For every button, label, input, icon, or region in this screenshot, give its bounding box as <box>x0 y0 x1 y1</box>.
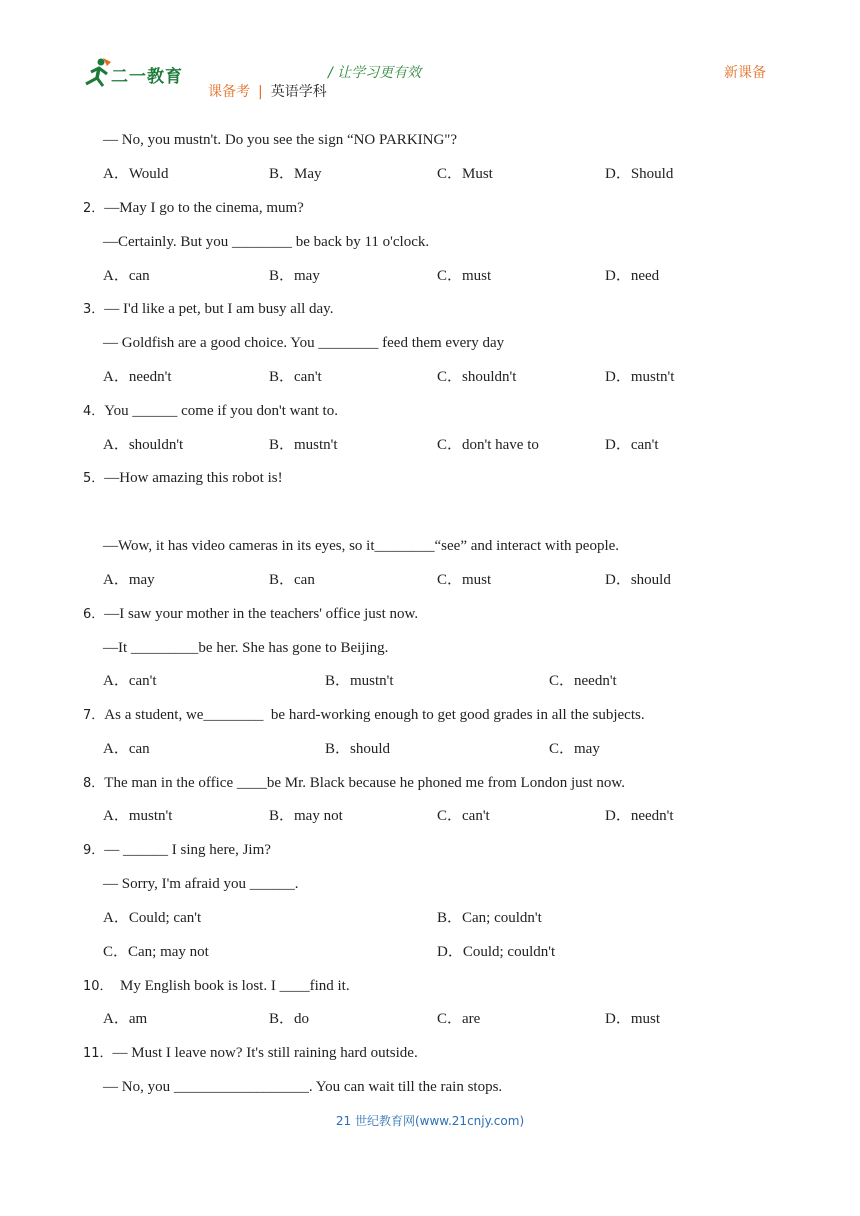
option-b: B．can <box>269 572 315 588</box>
subject-label <box>208 81 327 101</box>
question-line <box>83 706 645 725</box>
option-d: D．must <box>605 1011 661 1027</box>
option-b: B．mustn't <box>269 437 338 453</box>
question-line <box>83 977 350 996</box>
option-a: A．Would <box>103 166 169 182</box>
option-a: A．may <box>103 572 155 588</box>
option-b: B．do <box>269 1011 310 1027</box>
option-b: B．can't <box>269 369 322 385</box>
option-a: A．needn't <box>103 369 172 385</box>
option-d: D．needn't <box>605 808 674 824</box>
question-line <box>83 605 418 624</box>
subject-separator: | <box>258 84 263 100</box>
option-d: D．can't <box>605 437 659 453</box>
option-b: B．mustn't <box>325 673 394 689</box>
question-number: 10． <box>83 979 113 994</box>
question-line: — Sorry, I'm afraid you ______. <box>103 876 299 892</box>
page-header <box>0 0 860 110</box>
slogan: / 让学习更有效 <box>328 65 422 81</box>
option-c: C．may <box>549 741 600 757</box>
question-line: —It _________be her. She has gone to Beijing. <box>103 640 389 656</box>
option-d: D．should <box>605 572 671 588</box>
question-text: —How amazing this robot is! <box>104 470 283 486</box>
question-line: — Goldfish are a good choice. You ________ feed them every day <box>103 335 505 351</box>
question-number: 7． <box>83 708 105 723</box>
question-text: As a student, we________ be hard-working enough to get good grades in all the subjects. <box>104 707 645 723</box>
question-line <box>83 402 338 421</box>
option-b: B．may not <box>269 808 343 824</box>
subject-right: 英语学科 <box>270 84 327 100</box>
question-line <box>83 841 271 860</box>
option-a: A．Could; can't <box>103 910 202 926</box>
option-c: C．can't <box>437 808 490 824</box>
question-line <box>83 1044 418 1063</box>
option-c: C．shouldn't <box>437 369 517 385</box>
question-number: 11． <box>83 1046 113 1061</box>
logo-text: 二一教育 <box>111 67 183 87</box>
question-text: — I'd like a pet, but I am busy all day. <box>104 301 334 317</box>
option-a: A．shouldn't <box>103 437 184 453</box>
brand-label: 新课备 <box>724 65 766 81</box>
question-number: 5． <box>83 471 105 486</box>
option-c: C．needn't <box>549 673 617 689</box>
question-text: —I saw your mother in the teachers' office just now. <box>104 606 419 622</box>
question-number: 4． <box>83 404 105 419</box>
question-text: The man in the office ____be Mr. Black because he phoned me from London just now. <box>104 775 625 791</box>
option-a: A．can't <box>103 673 157 689</box>
question-line <box>83 469 283 488</box>
question-text: My English book is lost. I ____find it. <box>120 978 350 994</box>
question-line: — No, you __________________. You can wait till the rain stops. <box>103 1079 503 1095</box>
option-d: D．Should <box>605 166 674 182</box>
option-c: C．are <box>437 1011 481 1027</box>
question-line <box>83 774 625 793</box>
option-a: A．can <box>103 741 150 757</box>
subject-left: 课备考 <box>208 84 250 100</box>
question-text: — ______ I sing here, Jim? <box>104 842 271 858</box>
page-footer: 21 世纪教育网(www.21cnjy.com) <box>335 1114 525 1128</box>
question-number: 3． <box>83 302 105 317</box>
option-c: C．must <box>437 572 492 588</box>
option-b: B．Can; couldn't <box>437 910 542 926</box>
option-d: D．Could; couldn't <box>437 944 556 960</box>
option-c: C．don't have to <box>437 437 539 453</box>
option-c: C．must <box>437 268 492 284</box>
question-number: 6． <box>83 607 105 622</box>
question-line <box>83 300 333 319</box>
option-a: A．mustn't <box>103 808 173 824</box>
option-a: A．am <box>103 1011 148 1027</box>
option-a: A．can <box>103 268 150 284</box>
option-d: D．need <box>605 268 660 284</box>
question-line <box>83 199 304 218</box>
question-text: —May I go to the cinema, mum? <box>104 200 304 216</box>
runner-logo-icon <box>83 56 113 92</box>
option-b: B．may <box>269 268 320 284</box>
logo <box>83 56 193 92</box>
question-text: — Must I leave now? It's still raining hard outside. <box>112 1045 418 1061</box>
option-c: C．Must <box>437 166 493 182</box>
question-line: —Certainly. But you ________ be back by 11 o'clock. <box>103 234 430 250</box>
question-number: 2． <box>83 201 105 216</box>
option-b: B．should <box>325 741 391 757</box>
option-d: D．mustn't <box>605 369 675 385</box>
question-line: —Wow, it has video cameras in its eyes, so it________“see” and interact with people. <box>103 538 620 554</box>
question-number: 9． <box>83 843 105 858</box>
question-number: 8． <box>83 776 105 791</box>
option-b: B．May <box>269 166 322 182</box>
option-c: C．Can; may not <box>103 944 209 960</box>
question-line: — No, you mustn't. Do you see the sign “NO PARKING"? <box>103 132 458 148</box>
question-text: You ______ come if you don't want to. <box>104 403 338 419</box>
